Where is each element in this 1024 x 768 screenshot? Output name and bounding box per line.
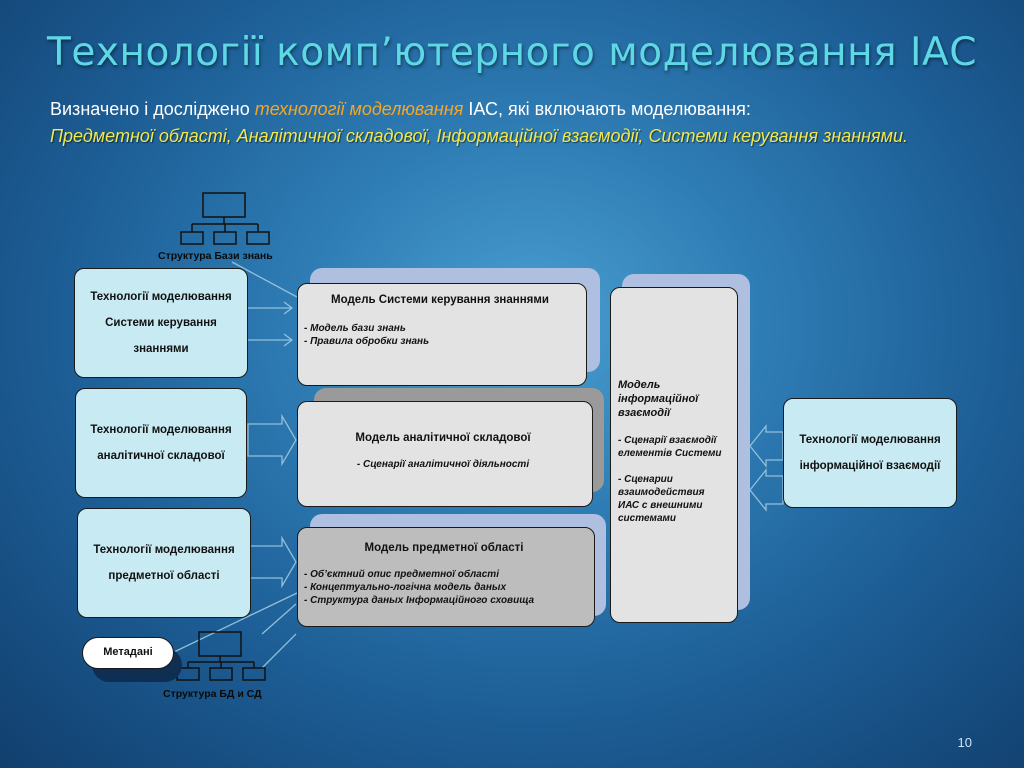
model-subject-item-1: - Об’єктний опис предметної області xyxy=(304,569,499,580)
intro-highlight: технології моделювання xyxy=(254,99,464,119)
tech-km-line2: Системи керування xyxy=(105,317,217,329)
model-km-box xyxy=(297,283,587,386)
model-interaction-item2-1: - Сценарии xyxy=(618,474,673,485)
model-km-item-1: - Модель бази знань xyxy=(304,323,406,334)
db-tree-leaf-2 xyxy=(210,668,232,680)
kb-tree-leaf-1 xyxy=(181,232,203,244)
model-analytic-box xyxy=(297,401,593,507)
tech-km-box xyxy=(74,268,248,378)
tech-analytic-line2: аналітичної складової xyxy=(97,450,225,462)
model-interaction-item1-1: - Сценарії взаємодії xyxy=(618,435,717,446)
kb-tree-leaf-3 xyxy=(247,232,269,244)
tech-subject-line1: Технології моделювання xyxy=(93,544,235,556)
tech-interaction-line2: інформаційної взаємодії xyxy=(799,460,941,472)
model-analytic-item-1: - Сценарії аналітичної діяльності xyxy=(356,459,530,470)
model-interaction-item2-3: ИАС с внешними xyxy=(618,500,703,511)
arrow-interaction-bottom xyxy=(750,470,783,510)
kb-tree-root xyxy=(203,193,245,217)
model-analytic-title: Модель аналітичної складової xyxy=(355,432,531,444)
model-km-item-2: - Правила обробки знань xyxy=(304,336,430,347)
model-subject-item-3: - Структура даных Інформаційного сховища xyxy=(304,595,535,606)
tech-analytic-line1: Технології моделювання xyxy=(90,424,232,436)
metadata-pill: Метадані xyxy=(82,637,174,669)
model-subject-title: Модель предметної області xyxy=(364,542,524,554)
tech-subject-line2: предметної області xyxy=(108,570,220,582)
db-tree-lines xyxy=(188,656,254,668)
tech-interaction-box xyxy=(783,398,957,508)
model-interaction-item1-2: елементів Системи xyxy=(618,448,722,459)
tech-interaction-line1: Технології моделювання xyxy=(799,434,941,446)
intro-part1: Визначено і досліджено xyxy=(50,99,255,119)
tech-km-line3: знаннями xyxy=(133,343,189,355)
model-interaction-box xyxy=(610,287,738,623)
db-tree-leaf-3 xyxy=(243,668,265,680)
arrow-km-bottom xyxy=(248,334,292,346)
arrow-db-structure xyxy=(262,604,296,668)
db-tree-root xyxy=(199,632,241,656)
model-subject-box xyxy=(297,527,595,627)
model-subject-item-2: - Концептуально-логічна модель даных xyxy=(304,582,507,593)
tech-subject-box xyxy=(77,508,251,618)
model-interaction-item2-4: системами xyxy=(618,513,677,524)
tech-analytic-box xyxy=(75,388,247,498)
model-interaction-item2-2: взаимодействия xyxy=(618,487,705,498)
intro-part2: ІАС, які включають моделювання: xyxy=(463,99,751,119)
arrow-interaction-top xyxy=(750,426,783,466)
kb-tree-leaf-2 xyxy=(214,232,236,244)
arrow-subject-hollow xyxy=(250,538,296,586)
kb-tree-lines xyxy=(192,217,258,232)
model-interaction-title-3: взаємодії xyxy=(618,407,671,419)
tech-km-line1: Технології моделювання xyxy=(90,291,232,303)
model-interaction-title-1: Модель xyxy=(618,379,661,391)
model-interaction-title-2: інформаційної xyxy=(618,393,699,405)
model-km-title: Модель Системи керування знаннями xyxy=(331,294,549,306)
arrow-km-top xyxy=(248,302,292,314)
kb-structure-caption: Структура Бази знань xyxy=(158,250,273,262)
db-structure-caption: Структура БД и СД xyxy=(163,688,262,700)
slide-title: Технології комп’ютерного моделювання ІАС xyxy=(47,30,977,75)
page-number: 10 xyxy=(957,735,972,750)
arrow-analytic-hollow xyxy=(248,416,296,464)
intro-emphasis: Предметної області, Аналітичної складової, Інформаційної взаємодії, Системи керування знаннями. xyxy=(50,126,909,146)
